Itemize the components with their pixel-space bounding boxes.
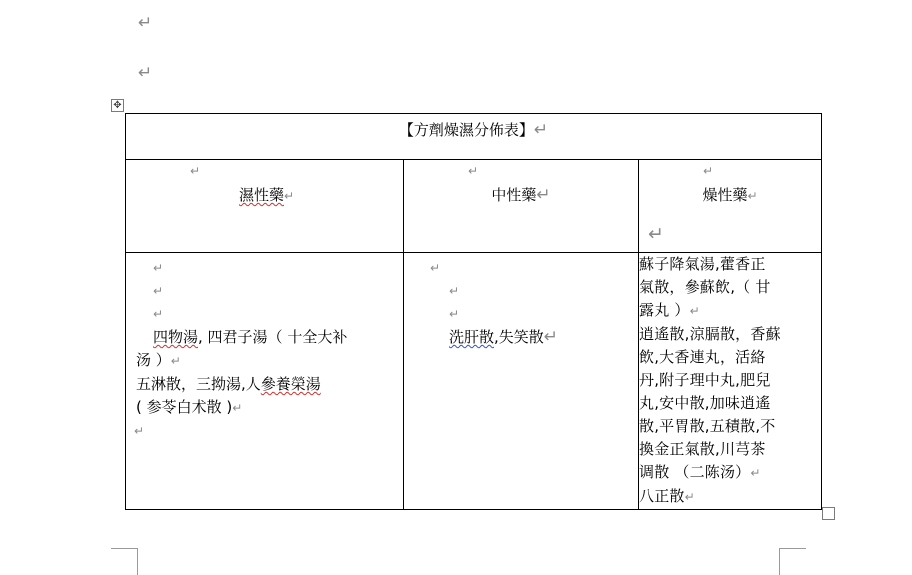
paragraph-mark: ↵ bbox=[153, 284, 164, 298]
formula-line: 洗肝散,失笑散↵ bbox=[449, 327, 559, 347]
table-resize-handle[interactable] bbox=[822, 507, 835, 520]
formula-line: 丸,安中散,加味逍遙 bbox=[639, 394, 771, 412]
neutral-formulas-cell[interactable] bbox=[404, 253, 639, 510]
header-cell-wet[interactable] bbox=[126, 160, 404, 253]
paragraph-mark: ↵ bbox=[468, 164, 479, 178]
paragraph-mark: ↵ bbox=[430, 261, 441, 275]
paragraph-mark: ↵ bbox=[153, 261, 164, 275]
paragraph-mark: ↵ bbox=[449, 307, 460, 321]
paragraph-mark: ↵ bbox=[747, 189, 758, 203]
formula-table bbox=[125, 113, 822, 510]
paragraph-mark: ↵ bbox=[536, 185, 551, 205]
paragraph-mark: ↵ bbox=[190, 164, 201, 178]
paragraph-mark: ↵ bbox=[170, 354, 181, 368]
formula-line: 八正散↵ bbox=[639, 487, 695, 505]
table-header-row bbox=[126, 160, 822, 253]
paragraph-mark: ↵ bbox=[283, 189, 295, 203]
table-title-cell[interactable] bbox=[126, 114, 822, 160]
paragraph-mark: ↵ bbox=[134, 424, 145, 438]
header-cell-neutral[interactable] bbox=[404, 160, 639, 253]
paragraph-mark: ↵ bbox=[703, 164, 714, 178]
formula-line: 汤 ）↵ bbox=[136, 351, 181, 369]
paragraph-mark: ↵ bbox=[449, 284, 460, 298]
paragraph-mark: ↵ bbox=[138, 63, 153, 83]
dry-formulas-cell[interactable] bbox=[639, 253, 822, 510]
formula-line: 氣散，參蘇飲,（ 甘 bbox=[639, 278, 771, 296]
paragraph-mark: ↵ bbox=[138, 13, 153, 33]
table-move-handle[interactable]: ✥ bbox=[111, 99, 124, 112]
formula-line: 露丸 ）↵ bbox=[639, 301, 700, 319]
formula-line: ( 参苓白术散 )↵ bbox=[136, 398, 243, 416]
table-body-row bbox=[126, 253, 822, 510]
formula-line: 換金正氣散,川芎茶 bbox=[639, 440, 766, 458]
paragraph-mark: ↵ bbox=[232, 401, 243, 415]
table-title-row bbox=[126, 114, 822, 160]
formula-line: 蘇子降氣湯,藿香正 bbox=[639, 255, 766, 273]
header-cell-dry[interactable] bbox=[639, 160, 822, 253]
formula-line: 四物湯, 四君子湯（ 十全大补 bbox=[153, 328, 348, 346]
paragraph-mark: ↵ bbox=[648, 223, 664, 245]
table-title: 【方劑燥濕分佈表】 bbox=[398, 121, 534, 139]
formula-line: 散,平胃散,五積散,不 bbox=[639, 417, 776, 435]
crop-mark bbox=[111, 548, 138, 575]
paragraph-mark: ↵ bbox=[750, 466, 761, 480]
wet-formulas-cell[interactable] bbox=[126, 253, 404, 510]
paragraph-mark: ↵ bbox=[684, 490, 695, 504]
paragraph-mark: ↵ bbox=[533, 120, 549, 140]
paragraph-mark: ↵ bbox=[689, 304, 700, 318]
formula-line: 调散 （二陈汤）↵ bbox=[639, 463, 761, 481]
header-label: 燥性藥 bbox=[702, 186, 748, 204]
paragraph-mark: ↵ bbox=[153, 307, 164, 321]
crop-mark bbox=[779, 548, 806, 575]
header-label: 中性藥 bbox=[491, 186, 537, 204]
formula-line: 逍遙散,涼膈散，香蘇 bbox=[639, 325, 781, 343]
formula-line: 五淋散，三拗湯,人參養榮湯 bbox=[136, 375, 321, 393]
formula-line: 飲,大香連丸，活絡 bbox=[639, 348, 766, 366]
header-label: 濕性藥 bbox=[238, 186, 284, 204]
paragraph-mark: ↵ bbox=[543, 327, 559, 347]
formula-line: 丹,附子理中丸,肥兒 bbox=[639, 371, 771, 389]
